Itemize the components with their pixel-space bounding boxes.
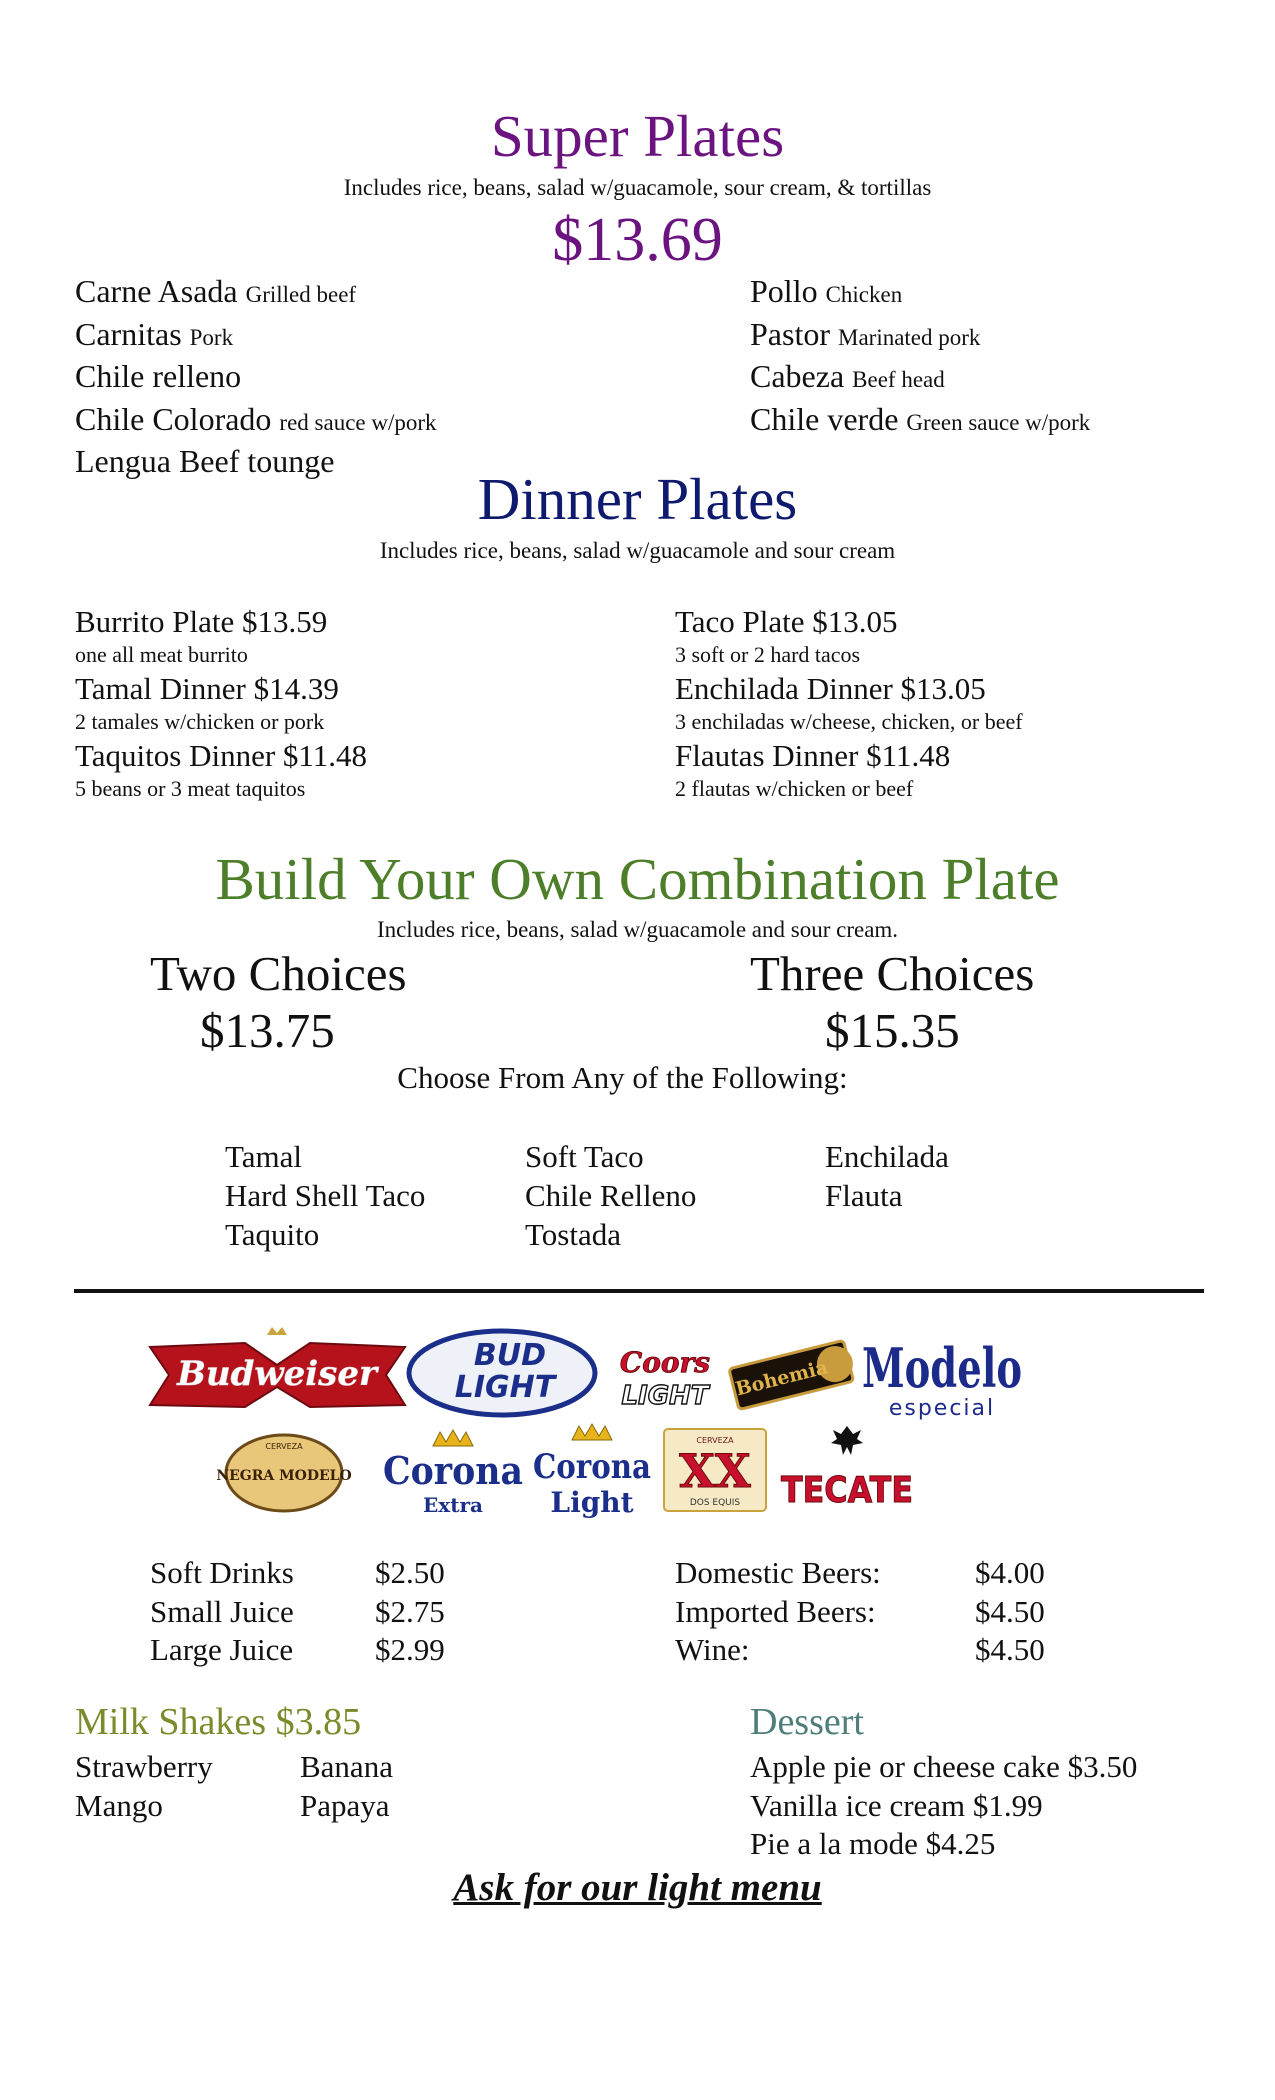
super-plates-right-list <box>750 272 1090 442</box>
three-choices-price: $15.35 <box>825 1003 960 1058</box>
corona-extra-text: Extra <box>423 1493 483 1517</box>
dessert-list <box>750 1748 1137 1864</box>
corona-extra-logo <box>378 1428 528 1528</box>
shake-flavor: Papaya <box>300 1787 390 1823</box>
tecate-logo <box>775 1420 920 1520</box>
combo-option: Taquito <box>225 1217 320 1252</box>
two-choices-label: Two Choices <box>150 946 407 1001</box>
menu-item <box>750 315 1090 358</box>
drink-price: $2.50 <box>375 1555 445 1590</box>
dinner-item: Flautas Dinner $11.48 <box>675 738 951 773</box>
drink-price: $4.50 <box>975 1632 1045 1667</box>
item-name: Chile Colorado <box>75 400 272 437</box>
section-divider <box>74 1289 1204 1293</box>
choose-from-text: Choose From Any of the Following: <box>397 1060 848 1095</box>
dessert-heading: Dessert <box>750 1701 864 1743</box>
menu-item <box>750 272 1090 315</box>
three-choices-label: Three Choices <box>750 946 1035 1001</box>
drink-price: $2.75 <box>375 1593 445 1629</box>
light-menu-note: Ask for our light menu <box>453 1866 822 1909</box>
combo-option: Soft Taco <box>525 1139 644 1174</box>
bud-light-logo <box>405 1325 600 1425</box>
item-name: Carne Asada <box>75 273 238 309</box>
bohemia-text: Bohemia <box>733 1356 831 1401</box>
modelo-especial-text: especial <box>888 1396 996 1421</box>
corona-light-sub-text: Light <box>550 1486 634 1519</box>
dinner-item-desc: 2 flautas w/chicken or beef <box>675 776 914 801</box>
super-plates-title: Super Plates <box>490 103 785 169</box>
menu-item <box>75 400 437 443</box>
item-name: Pastor <box>750 315 830 352</box>
coors-light-text: LIGHT <box>621 1381 709 1411</box>
milk-shakes-heading <box>75 1700 361 1744</box>
combo-title: Build Your Own Combination Plate <box>215 846 1060 912</box>
dinner-item: Burrito Plate $13.59 <box>75 604 328 639</box>
negra-cerveza-text: CERVEZA <box>265 1442 303 1451</box>
drink-price: $4.50 <box>975 1593 1045 1629</box>
shake-flavor: Strawberry <box>75 1749 213 1784</box>
shake-flavor: Mango <box>75 1787 163 1823</box>
item-name: Pollo <box>750 273 818 309</box>
dinner-item-desc: 3 enchiladas w/cheese, chicken, or beef <box>675 709 1023 734</box>
menu-item <box>75 272 437 315</box>
shakes-col1 <box>75 1748 213 1825</box>
shakes-col2 <box>300 1748 393 1825</box>
drink-price: $2.99 <box>375 1632 445 1667</box>
combo-option: Flauta <box>825 1178 903 1213</box>
budweiser-logo-text: Budweiser <box>177 1354 377 1394</box>
combo-options-col1 <box>225 1137 425 1254</box>
modelo-text: Modelo <box>862 1336 1022 1400</box>
dinner-item-desc: one all meat burrito <box>75 642 248 667</box>
item-desc: red sauce w/pork <box>279 409 437 435</box>
combo-option: Enchilada <box>825 1139 949 1174</box>
dinner-plates-includes: Includes rice, beans, salad w/guacamole and sour cream <box>379 538 896 563</box>
milk-shakes-title: Milk Shakes <box>75 1701 267 1743</box>
corona-text: Corona <box>383 1448 523 1493</box>
dessert-item: Pie a la mode $4.25 <box>750 1826 996 1861</box>
drinks-right-prices <box>975 1554 1045 1670</box>
combo-options-col3 <box>825 1137 949 1215</box>
drink-name: Wine: <box>675 1632 750 1667</box>
combo-option: Tamal <box>225 1139 303 1174</box>
dinner-plates-right-list <box>675 605 1023 806</box>
item-name: Chile verde <box>750 400 899 437</box>
item-name: Chile relleno <box>75 358 242 394</box>
combo-option: Chile Relleno <box>525 1178 697 1213</box>
combo-option: Tostada <box>525 1217 621 1252</box>
item-name: Carnitas <box>75 315 182 352</box>
corona-light-logo <box>530 1420 655 1530</box>
item-desc: Beef head <box>852 367 945 392</box>
super-plates-price: $13.69 <box>552 206 723 274</box>
menu-item <box>75 357 437 400</box>
dessert-item: Vanilla ice cream $1.99 <box>750 1787 1043 1823</box>
dinner-item-desc: 5 beans or 3 meat taquitos <box>75 776 306 801</box>
coors-light-logo <box>610 1340 720 1420</box>
bud-light-text-1: BUD <box>473 1338 547 1373</box>
dinner-item: Enchilada Dinner $13.05 <box>675 671 986 706</box>
drink-name: Large Juice <box>150 1632 294 1667</box>
item-desc: Pork <box>189 324 234 350</box>
bohemia-logo <box>726 1334 856 1419</box>
negra-modelo-logo <box>216 1425 352 1520</box>
drink-name: Imported Beers: <box>675 1593 876 1629</box>
dinner-plates-left-list <box>75 605 367 806</box>
combo-includes: Includes rice, beans, salad w/guacamole and sour cream. <box>376 917 899 942</box>
combo-options-col2 <box>525 1137 696 1254</box>
milk-shakes-price: $3.85 <box>275 1701 362 1743</box>
corona-light-text: Corona <box>533 1447 651 1487</box>
budweiser-logo <box>150 1325 405 1430</box>
dessert-item: Apple pie or cheese cake $3.50 <box>750 1749 1138 1784</box>
drinks-left-names <box>150 1554 294 1670</box>
drink-name: Domestic Beers: <box>675 1555 881 1590</box>
dinner-item: Tamal Dinner $14.39 <box>75 671 339 706</box>
dinner-item: Taquitos Dinner $11.48 <box>75 738 368 773</box>
item-desc: Grilled beef <box>245 282 357 307</box>
item-desc: Marinated pork <box>838 324 981 350</box>
modelo-logo <box>855 1325 1030 1430</box>
dinner-item-desc: 3 soft or 2 hard tacos <box>675 642 861 667</box>
dos-equis-xx-text: XX <box>679 1444 751 1498</box>
dinner-item-desc: 2 tamales w/chicken or pork <box>75 709 325 734</box>
dinner-item: Taco Plate $13.05 <box>675 604 898 639</box>
item-desc: Green sauce w/pork <box>906 409 1091 435</box>
dinner-plates-title: Dinner Plates <box>477 466 798 532</box>
dos-equis-cerveza-text: CERVEZA <box>696 1436 734 1445</box>
item-desc: Chicken <box>825 282 903 307</box>
combo-option: Hard Shell Taco <box>225 1178 426 1213</box>
tecate-eagle-icon <box>831 1426 863 1455</box>
coors-text: Coors <box>619 1346 711 1379</box>
menu-item <box>75 315 437 358</box>
dos-equis-logo <box>660 1425 770 1520</box>
drinks-left-prices <box>375 1554 445 1670</box>
menu-item <box>750 357 1090 400</box>
item-name: Cabeza <box>750 358 845 394</box>
two-choices-price: $13.75 <box>200 1003 335 1058</box>
drinks-right-names <box>675 1554 881 1670</box>
super-plates-left-list <box>75 272 437 481</box>
drink-name: Soft Drinks <box>150 1555 294 1590</box>
item-desc: Beef tounge <box>178 443 335 479</box>
bud-light-text-2: LIGHT <box>454 1370 556 1405</box>
negra-modelo-text: NEGRA MODELO <box>216 1468 352 1484</box>
drink-price: $4.00 <box>975 1555 1045 1590</box>
menu-item <box>750 400 1090 443</box>
shake-flavor: Banana <box>300 1749 393 1784</box>
dos-equis-text: DOS EQUIS <box>689 1498 741 1508</box>
super-plates-includes: Includes rice, beans, salad w/guacamole, sour cream, & tortillas <box>343 175 932 200</box>
tecate-text: TECATE <box>781 1470 913 1511</box>
item-name: Lengua <box>75 443 171 479</box>
drink-name: Small Juice <box>150 1593 294 1629</box>
